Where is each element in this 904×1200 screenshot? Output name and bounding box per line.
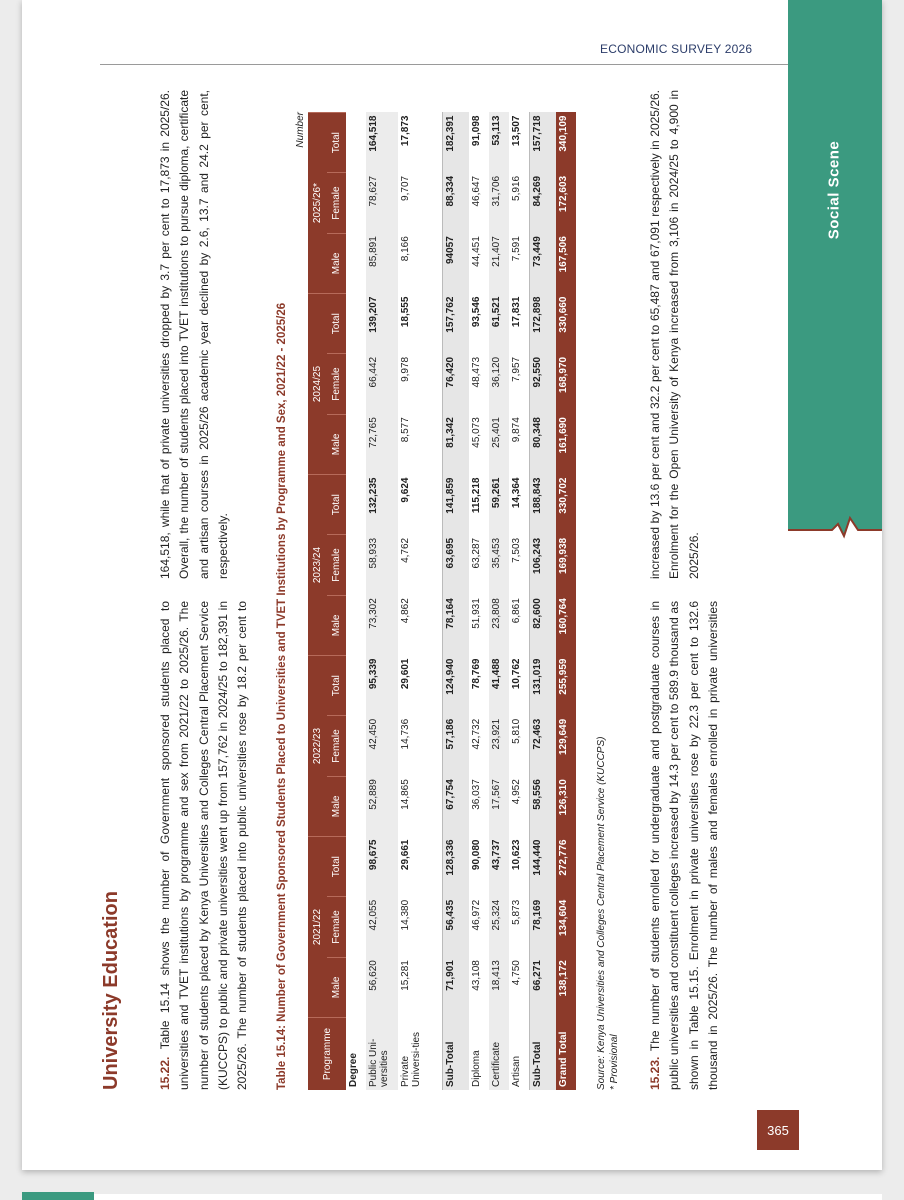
total-header: Total (327, 113, 346, 173)
table-cell: 58,933 (366, 535, 398, 595)
table-cell: 4,762 (400, 537, 411, 563)
table-cell: 51,931 (471, 598, 482, 629)
table-cell: 161,690 (556, 414, 576, 474)
section-title: University Education (100, 891, 122, 1090)
table-cell: 138,172 (556, 957, 576, 1017)
table-cell: 255,959 (556, 656, 576, 716)
running-header: ECONOMIC SURVEY 2026 (600, 42, 753, 56)
programme-header: Programme (308, 1018, 346, 1091)
table-cell: 330,702 (556, 475, 576, 535)
table-cell: 46,972 (471, 899, 482, 931)
table-cell: 66,271 (530, 957, 557, 1017)
table-cell: 78,769 (471, 658, 482, 690)
table-cell: 172,603 (556, 173, 576, 233)
table-cell: 82,600 (530, 595, 557, 655)
year-header: 2023/24 (308, 475, 327, 656)
table-cell: 168,970 (556, 354, 576, 414)
table-cell: 10,623 (511, 839, 522, 871)
table-cell: 92,550 (530, 354, 557, 414)
year-header: 2024/25 (308, 294, 327, 475)
total-header: Total (327, 656, 346, 716)
paragraph-15-22 (156, 90, 252, 1090)
header-rule (100, 64, 802, 65)
table-cell: 93,546 (471, 296, 482, 328)
rotated-content (90, 90, 730, 1090)
table-cell: 41,488 (489, 656, 509, 716)
table-cell: 42,450 (366, 716, 398, 776)
table-row (366, 113, 398, 1091)
table-cell: 17,831 (511, 296, 522, 328)
table-row (469, 113, 489, 1091)
table-cell: 9,978 (400, 356, 411, 382)
table-cell: 4,862 (400, 598, 411, 624)
table-cell: 167,506 (556, 233, 576, 293)
table-cell: 17,873 (400, 115, 411, 147)
table-cell: 23,808 (489, 595, 509, 655)
table-cell: 115,218 (471, 477, 482, 514)
group-label: Degree (348, 1053, 359, 1087)
table-cell: 81,342 (443, 414, 470, 474)
row-label: Public Uni-versities (366, 1018, 398, 1091)
paragraph-number: 15.22. (158, 1056, 172, 1090)
table-cell: 78,627 (366, 173, 398, 233)
table-row (398, 113, 443, 1091)
male-header: Male (327, 957, 346, 1017)
table-cell: 164,518 (366, 113, 398, 173)
table-cell: 15,281 (400, 960, 411, 991)
male-header: Male (327, 414, 346, 474)
next-page-edge (94, 1194, 882, 1200)
table-cell: 71,901 (443, 957, 470, 1017)
source-note: Source: Kenya Universities and Colleges Central Placement Service (KUCCPS) (596, 736, 607, 1090)
male-header: Male (327, 595, 346, 655)
table-cell: 14,364 (511, 477, 522, 509)
total-header: Total (327, 475, 346, 535)
side-tab-edge (788, 500, 882, 540)
table-cell: 144,440 (530, 837, 557, 897)
table-cell: 29,601 (400, 658, 411, 690)
subtotal-row (530, 113, 557, 1091)
degree-group-row (346, 113, 366, 1091)
table-cell: 124,940 (443, 656, 470, 716)
paragraph-15-23 (646, 90, 723, 1090)
subtotal-row (443, 113, 470, 1091)
table-cell: 6,861 (511, 598, 522, 624)
table-source (595, 737, 621, 1090)
table-cell: 76,420 (443, 354, 470, 414)
table-cell: 141,859 (443, 475, 470, 535)
female-header: Female (327, 897, 346, 957)
table-cell: 8,166 (400, 236, 411, 262)
table-cell: 23,921 (489, 716, 509, 776)
table-unit: Number (295, 112, 306, 148)
table-cell: 67,754 (443, 776, 470, 836)
table-cell: 8,577 (400, 417, 411, 443)
table-row (509, 113, 530, 1091)
table-cell: 29,661 (400, 839, 411, 871)
table-cell: 160,764 (556, 595, 576, 655)
page-number: 365 (757, 1110, 799, 1150)
section-side-tab (788, 0, 882, 520)
male-header: Male (327, 776, 346, 836)
table-cell: 9,624 (400, 477, 411, 503)
next-page-tab (22, 1192, 94, 1200)
table-cell: 272,776 (556, 837, 576, 897)
table-cell: 126,310 (556, 776, 576, 836)
table-cell: 13,507 (511, 115, 522, 147)
table-cell: 169,938 (556, 535, 576, 595)
table-cell: 36,120 (489, 354, 509, 414)
row-label: Sub-Total (443, 1018, 470, 1091)
row-label: Sub-Total (530, 1018, 557, 1091)
table-cell: 91,098 (471, 115, 482, 147)
table-cell: 7,591 (511, 236, 522, 262)
male-header: Male (327, 233, 346, 293)
table-cell: 73,302 (366, 595, 398, 655)
table-cell: 45,073 (471, 417, 482, 448)
table-cell: 182,391 (443, 113, 470, 173)
table-cell: 18,555 (400, 296, 411, 328)
table-cell: 9,707 (400, 175, 411, 201)
table-cell: 188,843 (530, 475, 557, 535)
table-cell: 132,235 (366, 475, 398, 535)
table-cell: 78,164 (443, 595, 470, 655)
grand-total-row (556, 113, 576, 1091)
year-header: 2021/22 (308, 837, 327, 1018)
table-cell: 139,207 (366, 294, 398, 354)
female-header: Female (327, 535, 346, 595)
table-cell: 5,916 (511, 175, 522, 201)
table-cell: 80,348 (530, 414, 557, 474)
table-cell: 58,556 (530, 776, 557, 836)
table-cell: 7,957 (511, 356, 522, 382)
table-cell: 78,169 (530, 897, 557, 957)
table-cell: 88,334 (443, 173, 470, 233)
table-cell: 95,339 (366, 656, 398, 716)
table-cell: 56,620 (366, 957, 398, 1017)
table-cell: 85,891 (366, 233, 398, 293)
table-title: Table 15.14: Number of Government Sponsored Students Placed to Universities and TVET Institutions by Programme and Sex, 2021/22 - 2025/26 (276, 302, 288, 1090)
table-cell: 21,407 (489, 233, 509, 293)
table-cell: 66,442 (366, 354, 398, 414)
side-tab-text: Social Scene (825, 140, 843, 240)
total-header: Total (327, 837, 346, 897)
table-cell: 43,108 (471, 960, 482, 991)
table-cell: 98,675 (366, 837, 398, 897)
table-cell: 44,451 (471, 236, 482, 267)
table-cell: 57,186 (443, 716, 470, 776)
table-cell: 72,765 (366, 414, 398, 474)
total-header: Total (327, 294, 346, 354)
female-header: Female (327, 354, 346, 414)
table-cell: 31,706 (489, 173, 509, 233)
year-header-row (308, 113, 327, 1091)
paragraph-number: 15.23. (648, 1056, 662, 1090)
table-cell: 59,261 (489, 475, 509, 535)
table-cell: 157,718 (530, 113, 557, 173)
table-cell: 94057 (443, 233, 470, 293)
table-cell: 4,750 (511, 960, 522, 986)
table-cell: 9,874 (511, 417, 522, 443)
table-cell: 63,287 (471, 537, 482, 569)
table-cell: 52,889 (366, 776, 398, 836)
table-cell: 172,898 (530, 294, 557, 354)
table-row (489, 113, 509, 1091)
paragraph-text: Table 15.14 shows the number of Government sponsored students placed to universities and TVET institutions by programme and sex from 2021/22 to 2025/26. The number of students placed by Kenya Universities and Colleges Central Placement Service (KUCCPS) to public and private universities went up from 157,762 in 2024/25 to 182,391 in 2025/26. The number of students placed into public universities rose by 18.2 per cent to 164,518, while that of private universities dropped by 3.7 per cent to 17,873 in 2025/26. Overall, the number of students placed into TVET institutions to pursue diploma, certificate and artisan courses in 2025/26 academic year declined by 2.6, 13.7 and 24.2 per cent, respectively. (158, 90, 250, 1090)
table-cell: 63,695 (443, 535, 470, 595)
table-cell: 10,762 (511, 658, 522, 690)
year-header: 2022/23 (308, 656, 327, 837)
table-cell: 42,732 (471, 718, 482, 750)
table-cell: 106,243 (530, 535, 557, 595)
row-label: Diploma (471, 1050, 482, 1087)
table-cell: 14,736 (400, 718, 411, 750)
table-cell: 43,737 (489, 837, 509, 897)
table-cell: 17,567 (489, 776, 509, 836)
table-cell: 131,019 (530, 656, 557, 716)
sex-header-row (327, 113, 346, 1091)
female-header: Female (327, 173, 346, 233)
table-cell: 73,449 (530, 233, 557, 293)
table-cell: 25,401 (489, 414, 509, 474)
table-cell: 72,463 (530, 716, 557, 776)
table-cell: 35,453 (489, 535, 509, 595)
table-cell: 84,269 (530, 173, 557, 233)
table-cell: 14,380 (400, 899, 411, 931)
table-cell: 5,810 (511, 718, 522, 744)
paragraph-text: The number of students enrolled for undergraduate and postgraduate courses in public universities and constituent colleges increased by 14.3 per cent to 589.9 thousand as shown in Table 15.15. Enrolment in private universities rose by 22.3 per cent to 132.6 thousand in 2025/26. The number of males and females enrolled in private universities increased by 13.6 per cent and 32.2 per cent to 65,487 and 67,091 respectively in 2025/26. Enrolment for the Open University of Kenya increased from 3,106 in 2024/25 to 4,900 in 2025/26. (648, 90, 720, 1090)
table-cell: 14,865 (400, 779, 411, 810)
placement-table (308, 112, 576, 1090)
row-label: Grand Total (556, 1018, 576, 1091)
table-cell: 25,324 (489, 897, 509, 957)
table-cell: 61,521 (489, 294, 509, 354)
table-cell: 18,413 (489, 957, 509, 1017)
table-cell: 128,336 (443, 837, 470, 897)
table-cell: 4,952 (511, 779, 522, 805)
provisional-note: * Provisional (609, 1034, 620, 1090)
year-header: 2025/26* (308, 113, 327, 294)
table-cell: 5,873 (511, 899, 522, 925)
table-cell: 46,647 (471, 175, 482, 207)
table-cell: 330,660 (556, 294, 576, 354)
table-cell: 42,055 (366, 897, 398, 957)
table-cell: 129,649 (556, 716, 576, 776)
table-cell: 134,604 (556, 897, 576, 957)
table-cell: 90,080 (471, 839, 482, 871)
table-cell: 7,503 (511, 537, 522, 563)
table-cell: 340,109 (556, 113, 576, 173)
table-cell: 48,473 (471, 356, 482, 388)
table-cell: 56,435 (443, 897, 470, 957)
row-label: Artisan (511, 1055, 522, 1087)
table-cell: 157,762 (443, 294, 470, 354)
table-cell: 53,113 (489, 113, 509, 173)
row-label: Private Universi-ties (400, 1031, 422, 1087)
row-label: Certificate (489, 1018, 509, 1091)
table-cell: 36,037 (471, 779, 482, 810)
female-header: Female (327, 716, 346, 776)
